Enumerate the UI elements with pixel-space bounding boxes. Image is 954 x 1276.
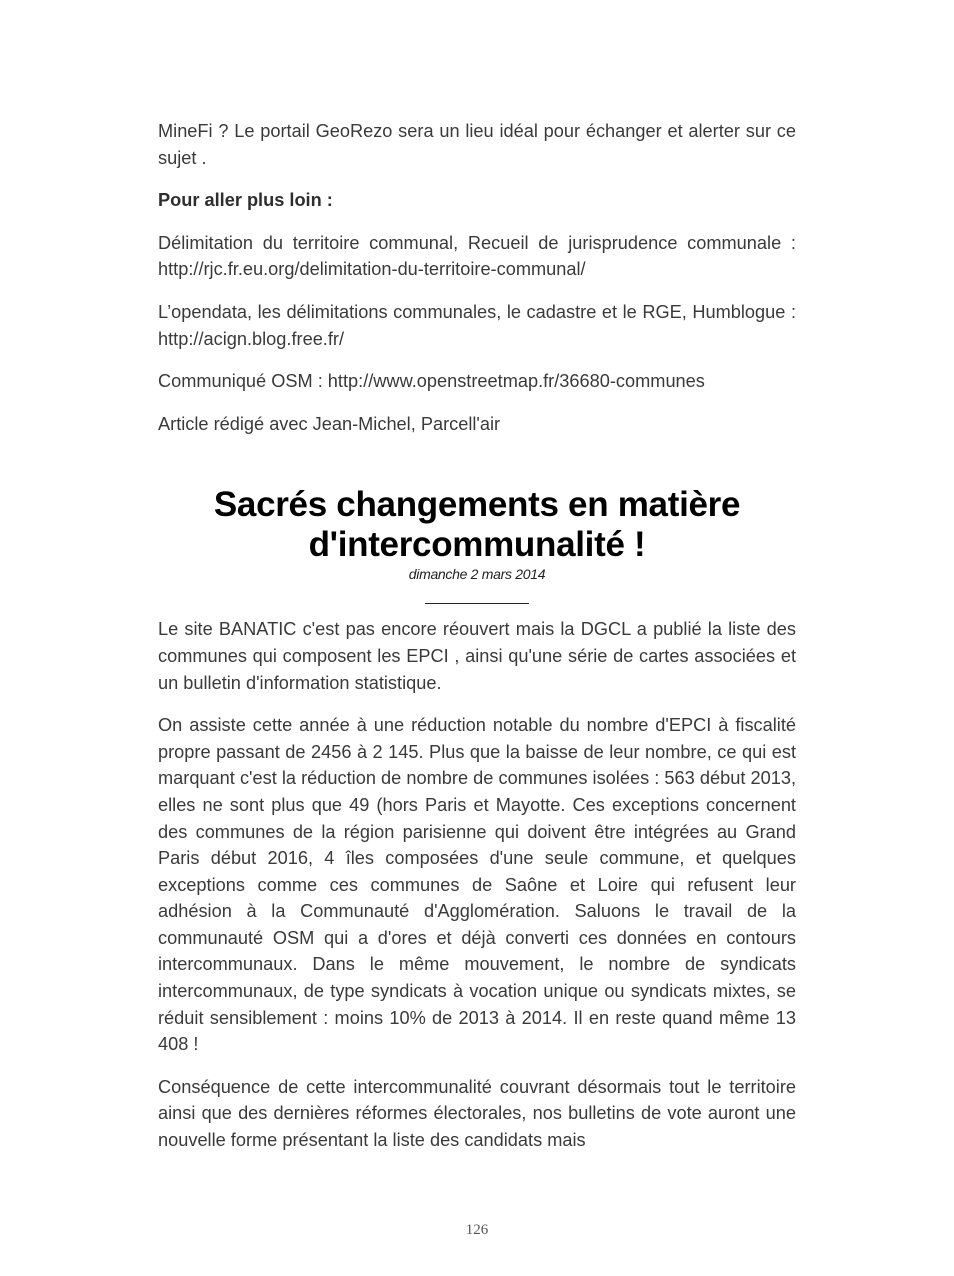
reference-link-humblogue: L’opendata, les délimitations communales, le cadastre et le RGE, Humblogue : http://acign.blog.free.fr/ <box>158 301 796 349</box>
separator-line <box>425 595 529 604</box>
article-date: dimanche 2 mars 2014 <box>408 566 546 583</box>
reference-link-jurisprudence: Délimitation du territoire communal, Recueil de jurisprudence communale : http://rjc.fr.eu.org/delimitation-du-territoire-communal/ <box>158 232 796 280</box>
article-paragraph: Conséquence de cette intercommunalité couvrant désormais tout le territoire ainsi que des dernières réformes électorales, nos bulletins de vote auront une nouvelle forme présentant la liste des candidats mais <box>158 1076 796 1151</box>
title-separator <box>158 590 796 610</box>
reference-link-osm: Communiqué OSM : http://www.openstreetmap.fr/36680-communes <box>158 371 705 392</box>
article-title: Sacrés changements en matière d'intercommunalité ! <box>213 485 741 565</box>
page-number: 126 <box>465 1222 489 1238</box>
article-body <box>158 616 796 1153</box>
further-reading-heading: Pour aller plus loin : <box>158 190 333 211</box>
article-credit: Article rédigé avec Jean-Michel, Parcell'air <box>158 413 501 434</box>
article-paragraph: Le site BANATIC c'est pas encore réouvert mais la DGCL a publié la liste des communes qui composent les EPCI , ainsi qu'une série de cartes associées et un bulletin d'information statistique. <box>158 619 796 693</box>
intro-paragraph: MineFi ? Le portail GeoRezo sera un lieu idéal pour échanger et alerter sur ce sujet . <box>158 121 796 168</box>
page-content <box>158 118 796 1170</box>
article-paragraph: On assiste cette année à une réduction notable du nombre d'EPCI à fiscalité propre passant de 2456 à 2 145. Plus que la baisse de leur nombre, ce qui est marquant c'est la réduction de nombre de communes isolées : 563 début 2013, elles ne sont plus que 49 (hors Paris et Mayotte. Ces exceptions concernent des communes de la région parisienne qui doivent être intégrées au Grand Paris début 2016, 4 îles composées d'une seule commune, et quelques exceptions comme ces communes de Saône et Loire qui refusent leur adhésion à la Communauté d'Agglomération. Saluons le travail de la communauté OSM qui a d'ores et déjà converti ces données en contours intercommunaux. Dans le même mouvement, le nombre de syndicats intercommunaux, de type syndicats à vocation unique ou syndicats mixtes, se réduit sensiblement : moins 10% de 2013 à 2014. Il en reste quand même 13 408 ! <box>158 715 796 1055</box>
